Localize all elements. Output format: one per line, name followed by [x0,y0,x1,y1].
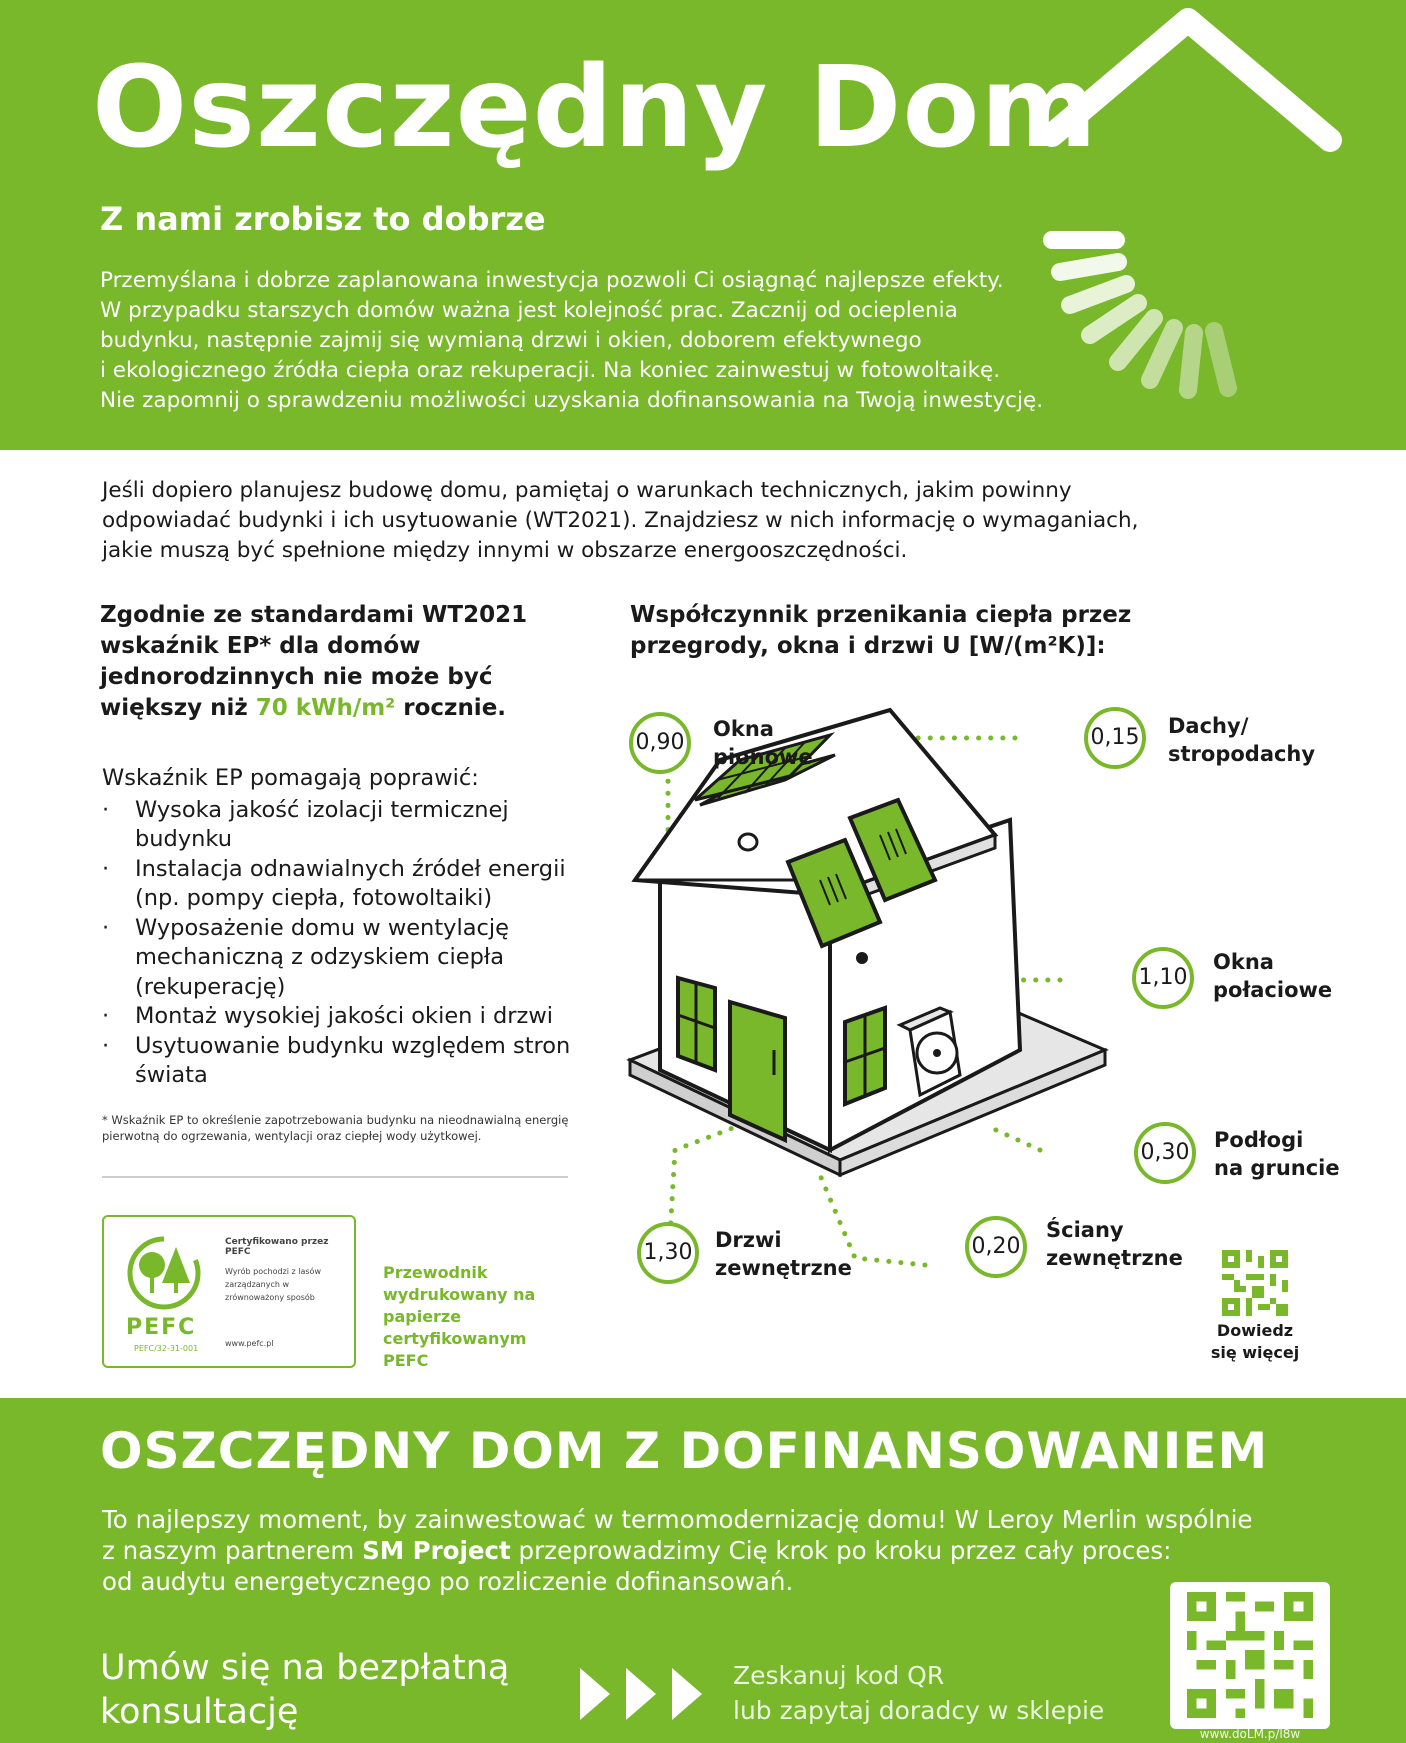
consultation-cta [100,1646,600,1734]
funding-line [102,1535,1322,1566]
pefc-wordmark: PEFC [126,1315,197,1340]
coef-value: 1,10 [1138,965,1188,990]
coef-label [1213,948,1332,1004]
ep-standard-statement [100,600,540,724]
intro-line: budynku, następnie zajmij się wymianą drzwi i okien, doborem efektywnego [100,328,922,353]
funding-paragraph [102,1504,1322,1597]
coef-label-line: Podłogi [1214,1128,1304,1152]
intro-line: i ekologicznego źródła ciepła oraz rekuperacji. Na koniec zainwestuj w fotowoltaikę. [100,358,1001,383]
intro-line: Nie zapomnij o sprawdzeniu możliwości uzyskania dofinansowania na Twoją inwestycję. [100,388,1044,413]
qr-code-icon[interactable] [1187,1592,1313,1718]
intro-paragraph [100,266,1080,416]
coef-label-line: Ściany [1046,1218,1124,1242]
coef-label [1168,712,1315,768]
bottom-banner [0,1398,1406,1743]
coef-label-line: Okna [713,717,774,741]
qr-caption-line: Dowiedz [1216,1321,1294,1340]
ep-heading: Wskaźnik EP pomagają poprawić: [102,765,479,791]
planning-line: odpowiadać budynki i ich usytuowanie (WT2021). Znajdziesz w nich informację o wymaganiach, [102,508,1139,533]
coef-label-line: na gruncie [1214,1156,1340,1180]
standard-line: wskaźnik EP* dla domów [100,633,421,659]
planning-line: jakie muszą być spełnione między innymi w obszarze energooszczędności. [102,538,908,563]
partner-name: SM Project [362,1536,511,1565]
funding-line: To najlepszy moment, by zainwestować w termomodernizację domu! W Leroy Merlin wspólnie [102,1505,1253,1534]
scan-line: lub zapytaj doradcy w sklepie [733,1696,1105,1725]
funding-post: przeprowadzimy Cię krok po kroku przez cały proces: [510,1536,1172,1565]
pefc-code: PEFC/32-31-001 [134,1344,199,1353]
pefc-certificate [102,1215,356,1368]
coef-label-line: zewnętrzne [1046,1246,1183,1270]
house-illustration [600,690,1406,1350]
ep-list [102,796,582,1091]
coef-label-line: pionowe [713,745,813,769]
standard-post: rocznie. [395,695,507,721]
coef-label-line: stropodachy [1168,742,1316,766]
standard-pre: większy niż [100,695,256,721]
qr-url: www.doLM.p/l8w [1199,1727,1301,1741]
coef-title-line: Współczynnik przenikania ciepła przez [630,602,1132,628]
standard-line: jednorodzinnych nie może być [100,664,493,690]
coef-value: 0,20 [971,1234,1021,1259]
coef-value: 0,90 [635,730,685,755]
coef-label-line: Drzwi [715,1228,782,1252]
intro-line: W przypadku starszych domów ważna jest kolejność prac. Zacznij od ocieplenia [100,298,958,323]
ep-improvements [102,764,582,1091]
coef-value: 1,30 [643,1240,693,1265]
scan-instruction [733,1658,1153,1728]
ep-limit-value: 70 kWh/m² [255,695,396,721]
coef-label [1046,1216,1183,1272]
cta-line: Umów się na bezpłatną [100,1648,510,1688]
triple-arrow-icon [578,1666,708,1722]
pefc-cert-description: Wyrób pochodzi z lasów zarządzanych w zrównoważony sposób [225,1267,321,1302]
planning-paragraph [102,476,1202,566]
bottom-title: OSZCZĘDNY DOM Z DOFINANSOWANIEM [100,1422,1269,1480]
planning-line: Jeśli dopiero planujesz budowę domu, pamiętaj o warunkach technicznych, jakim powinny [102,478,1072,503]
qr-small-caption [1195,1320,1315,1364]
list-item: · Instalacja odnawialnych źródeł energii (np. pompy ciepła, fotowoltaiki) [102,855,582,914]
coef-value: 0,30 [1140,1140,1190,1165]
funding-line: od audytu energetycznego po rozliczenie dofinansowań. [102,1567,794,1596]
roof-sun-logo-icon [1030,0,1406,420]
coef-label [713,715,813,771]
funding-pre: z naszym partnerem [102,1536,363,1565]
coef-label-line: zewnętrzne [715,1256,852,1280]
standard-line: Zgodnie ze standardami WT2021 [100,602,528,628]
list-item: · Wysoka jakość izolacji termicznej budynku [102,796,582,855]
coef-label [715,1226,852,1282]
standard-line [100,693,540,724]
qr-code-small-icon[interactable] [1222,1250,1288,1316]
pefc-cert-title: Certyfikowano przez PEFC [225,1237,329,1257]
leader-podlogi [985,1125,1040,1150]
list-item: · Usytuowanie budynku względem stron świata [102,1032,582,1091]
page-subtitle: Z nami zrobisz to dobrze [100,200,546,238]
coef-title-line: przegrody, okna i drzwi U [W/(m²K)]: [630,633,1106,659]
list-item: · Wyposażenie domu w wentylację mechaniczną z odzyskiem ciepła (rekuperację) [102,914,582,1003]
top-banner [0,0,1406,450]
divider [102,1176,568,1178]
pefc-url: www.pefc.pl [225,1339,274,1348]
coef-label [1214,1126,1340,1182]
coef-label-line: połaciowe [1213,978,1333,1002]
intro-line: Przemyślana i dobrze zaplanowana inwestycja pozwoli Ci osiągnąć najlepsze efekty. [100,268,1004,293]
scan-line: Zeskanuj kod QR [733,1661,945,1690]
pefc-caption: Przewodnik wydrukowany na papierze certyfikowanym PEFC [383,1263,536,1370]
u-coefficient-title [630,600,1150,662]
coef-label-line: Dachy/ [1168,714,1249,738]
qr-caption-line: się więcej [1210,1343,1300,1362]
ep-footnote: * Wskaźnik EP to określenie zapotrzebowania budynku na nieodnawialną energię pierwotną do ogrzewania, wentylacji oraz ciepłej wody użytkowej. [102,1113,569,1143]
page-title: Oszczędny Dom [92,43,1099,173]
coef-label-line: Okna [1213,950,1274,974]
coef-value: 0,15 [1090,725,1140,750]
cta-line: konsultację [100,1692,299,1732]
qr-code-large[interactable] [1170,1582,1330,1729]
pefc-trees-logo-icon [122,1233,210,1313]
list-item: · Montaż wysokiej jakości okien i drzwi [102,1002,582,1032]
